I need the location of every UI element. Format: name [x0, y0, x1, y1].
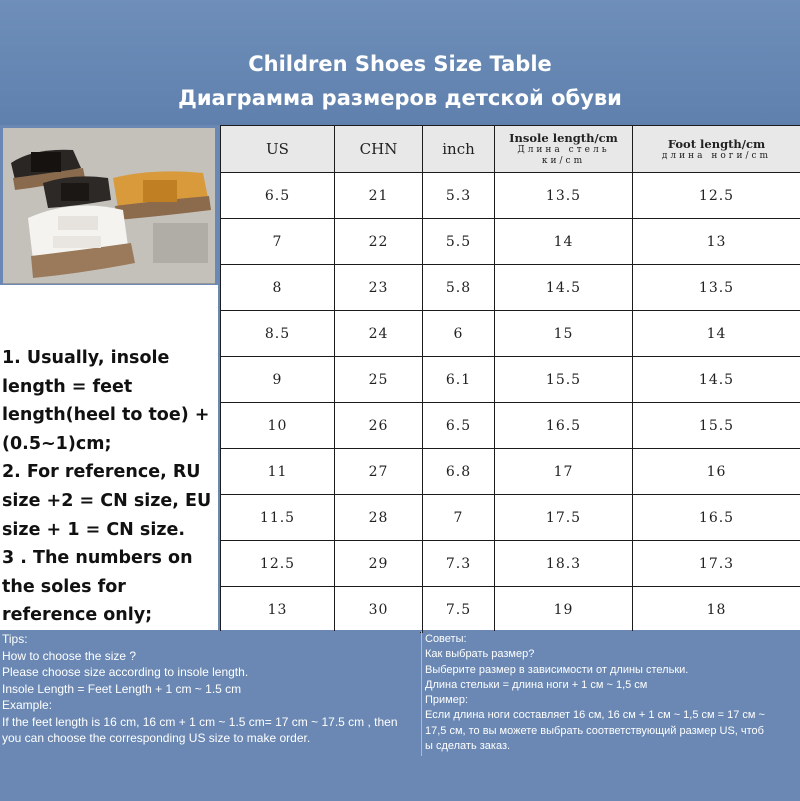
note-line: length(heel to toe) + — [2, 401, 216, 430]
cell-inch: 6 — [423, 311, 495, 357]
tip-line: 17,5 см, то вы можете выбрать соответствующий размер US, чтоб — [423, 724, 800, 739]
tips-divider — [421, 631, 422, 756]
cell-inch: 7 — [423, 495, 495, 541]
note-line: size + 1 = CN size. — [2, 516, 216, 545]
tip-line: Tips: — [0, 631, 420, 648]
cell-chn: 29 — [335, 541, 423, 587]
cell-foot: 18 — [633, 587, 800, 633]
header-foot — [633, 126, 800, 173]
cell-inch: 5.3 — [423, 173, 495, 219]
table-row — [221, 449, 800, 495]
product-photo — [3, 128, 215, 284]
header-chn: CHN — [335, 126, 423, 173]
table-header-row — [221, 126, 800, 173]
title-russian: Диаграмма размеров детской обуви — [0, 86, 800, 110]
header-insole-sub: Длина стель ки/cm — [495, 145, 632, 167]
cell-foot: 13 — [633, 219, 800, 265]
sandals-illustration — [3, 128, 215, 283]
cell-insole: 19 — [495, 587, 633, 633]
header-insole — [495, 126, 633, 173]
tip-line: Выберите размер в зависимости от длины стельки. — [423, 663, 800, 678]
cell-us: 12.5 — [221, 541, 335, 587]
cell-insole: 16.5 — [495, 403, 633, 449]
cell-insole: 17 — [495, 449, 633, 495]
table-row — [221, 541, 800, 587]
note-line: 3 . The numbers on — [2, 544, 216, 573]
title-english: Children Shoes Size Table — [0, 52, 800, 76]
header-foot-main: Foot length/cm — [633, 137, 800, 151]
cell-insole: 15 — [495, 311, 633, 357]
cell-us: 8.5 — [221, 311, 335, 357]
cell-us: 11 — [221, 449, 335, 495]
cell-us: 10 — [221, 403, 335, 449]
tip-line: ы сделать заказ. — [423, 739, 800, 754]
cell-chn: 30 — [335, 587, 423, 633]
tip-line: Insole Length = Feet Length + 1 cm ~ 1.5 cm — [0, 681, 420, 698]
cell-chn: 21 — [335, 173, 423, 219]
cell-inch: 7.5 — [423, 587, 495, 633]
tip-line: Please choose size according to insole length. — [0, 664, 420, 681]
cell-foot: 15.5 — [633, 403, 800, 449]
tip-line: Советы: — [423, 632, 800, 647]
table-row — [221, 265, 800, 311]
cell-chn: 25 — [335, 357, 423, 403]
note-line: (0.5~1)cm; — [2, 430, 216, 459]
cell-us: 11.5 — [221, 495, 335, 541]
tip-line: Длина стельки = длина ноги + 1 см ~ 1,5 см — [423, 678, 800, 693]
note-line: length = feet — [2, 373, 216, 402]
tips-russian — [423, 631, 800, 801]
cell-insole: 14 — [495, 219, 633, 265]
cell-inch: 6.1 — [423, 357, 495, 403]
table-row — [221, 403, 800, 449]
cell-inch: 6.8 — [423, 449, 495, 495]
note-line: size +2 = CN size, EU — [2, 487, 216, 516]
cell-foot: 14 — [633, 311, 800, 357]
size-table — [220, 125, 800, 630]
header-insole-main: Insole length/cm — [495, 131, 632, 145]
tip-line: Пример: — [423, 693, 800, 708]
tip-line: you can choose the corresponding US size to make order. — [0, 730, 420, 747]
cell-foot: 14.5 — [633, 357, 800, 403]
cell-foot: 13.5 — [633, 265, 800, 311]
cell-foot: 17.3 — [633, 541, 800, 587]
header-inch: inch — [423, 126, 495, 173]
cell-chn: 23 — [335, 265, 423, 311]
note-line: the soles for — [2, 573, 216, 602]
cell-insole: 14.5 — [495, 265, 633, 311]
page-header — [0, 0, 800, 125]
tip-line: Если длина ноги составляет 16 см, 16 см + 1 см ~ 1,5 см = 17 см ~ — [423, 708, 800, 723]
cell-us: 6.5 — [221, 173, 335, 219]
table-row — [221, 173, 800, 219]
cell-chn: 22 — [335, 219, 423, 265]
tip-line: Как выбрать размер? — [423, 647, 800, 662]
cell-inch: 5.5 — [423, 219, 495, 265]
tip-line: If the feet length is 16 cm, 16 cm + 1 cm ~ 1.5 cm= 17 cm ~ 17.5 cm , then — [0, 714, 420, 731]
table-row — [221, 219, 800, 265]
cell-insole: 13.5 — [495, 173, 633, 219]
cell-insole: 18.3 — [495, 541, 633, 587]
tips-english — [0, 631, 420, 800]
cell-foot: 16.5 — [633, 495, 800, 541]
cell-chn: 26 — [335, 403, 423, 449]
cell-chn: 27 — [335, 449, 423, 495]
cell-us: 7 — [221, 219, 335, 265]
notes-list — [2, 344, 216, 630]
tip-line: How to choose the size ? — [0, 648, 420, 665]
cell-foot: 12.5 — [633, 173, 800, 219]
cell-inch: 7.3 — [423, 541, 495, 587]
cell-insole: 17.5 — [495, 495, 633, 541]
tip-line: Example: — [0, 697, 420, 714]
cell-inch: 6.5 — [423, 403, 495, 449]
note-line: 1. Usually, insole — [2, 344, 216, 373]
cell-us: 13 — [221, 587, 335, 633]
header-foot-sub: длина ноги/cm — [633, 151, 800, 162]
table-row — [221, 357, 800, 403]
table-row — [221, 587, 800, 633]
header-us: US — [221, 126, 335, 173]
table-row — [221, 311, 800, 357]
cell-chn: 24 — [335, 311, 423, 357]
note-line: reference only; — [2, 601, 216, 630]
cell-foot: 16 — [633, 449, 800, 495]
cell-us: 8 — [221, 265, 335, 311]
note-line: 2. For reference, RU — [2, 458, 216, 487]
table-row — [221, 495, 800, 541]
cell-us: 9 — [221, 357, 335, 403]
cell-chn: 28 — [335, 495, 423, 541]
cell-inch: 5.8 — [423, 265, 495, 311]
cell-insole: 15.5 — [495, 357, 633, 403]
